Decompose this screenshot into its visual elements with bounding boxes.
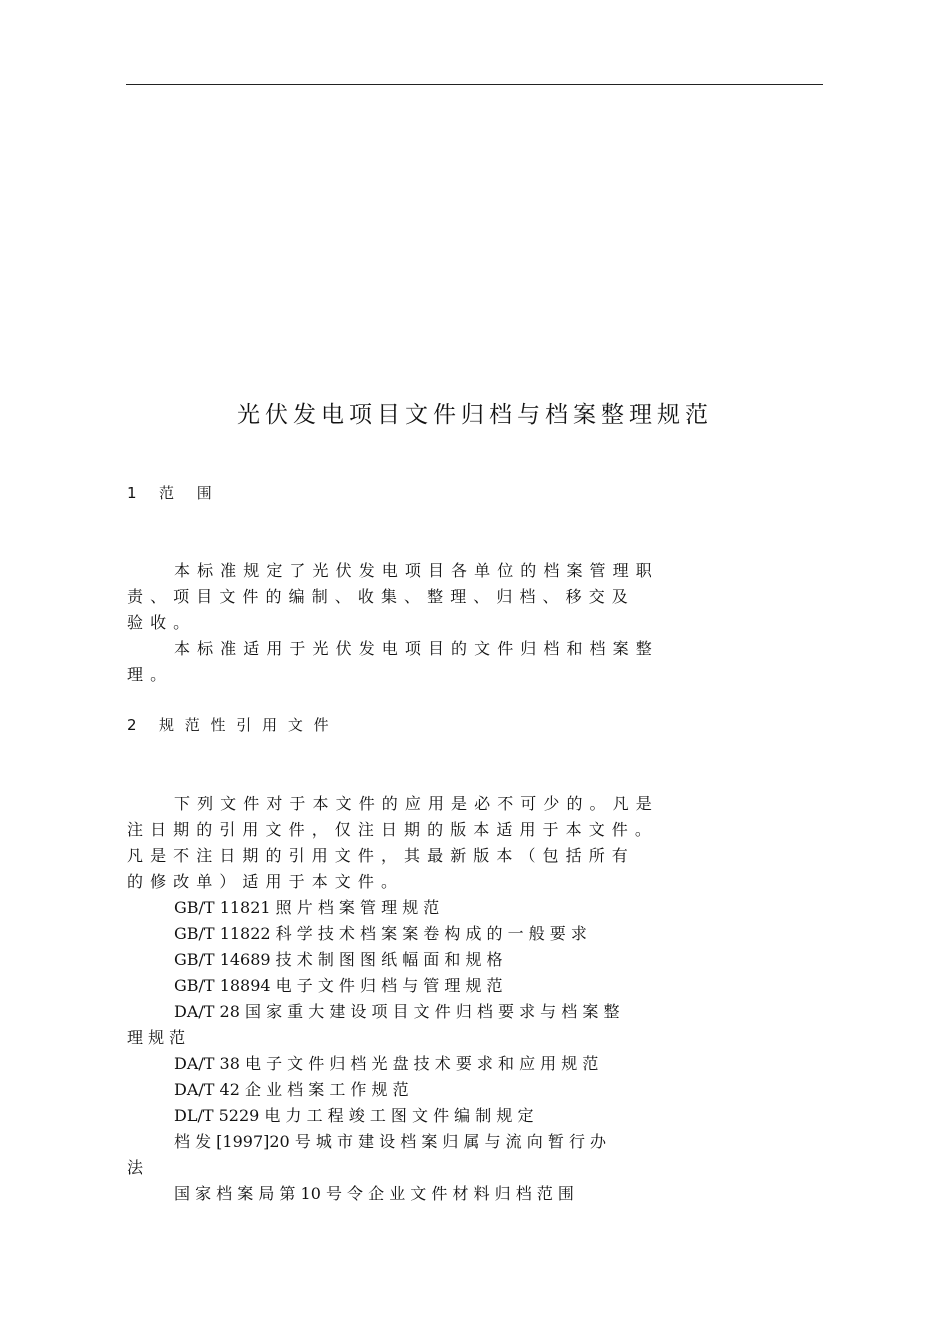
reference-item: DL/T 5229 电 力 工 程 竣 工 图 文 件 编 制 规 定: [174, 1106, 534, 1125]
reference-item-continued: 法: [127, 1158, 144, 1177]
document-title: 光伏发电项目文件归档与档案整理规范: [237, 402, 713, 428]
header-rule: [126, 84, 823, 85]
section-2-heading: [127, 714, 332, 735]
paragraph-line: 下 列 文 件 对 于 本 文 件 的 应 用 是 必 不 可 少 的 。 凡 是: [174, 794, 653, 813]
reference-item: GB/T 18894 电 子 文 件 归 档 与 管 理 规 范: [174, 976, 503, 995]
reference-item: GB/T 11822 科 学 技 术 档 案 案 卷 构 成 的 一 般 要 求: [174, 924, 587, 943]
section-title: 规 范 性 引 用 文 件: [159, 716, 332, 734]
paragraph-line: 本 标 准 适 用 于 光 伏 发 电 项 目 的 文 件 归 档 和 档 案 整: [174, 639, 653, 658]
section-1-heading: [127, 482, 221, 503]
paragraph-line: 的 修 改 单 ） 适 用 于 本 文 件 。: [127, 872, 398, 891]
paragraph-line: 验 收 。: [127, 613, 191, 632]
reference-item: DA/T 38 电 子 文 件 归 档 光 盘 技 术 要 求 和 应 用 规 范: [174, 1054, 599, 1073]
reference-item: GB/T 11821 照 片 档 案 管 理 规 范: [174, 898, 440, 917]
section-number: 1: [127, 484, 139, 502]
section-number: 2: [127, 716, 139, 734]
paragraph-line: 本 标 准 规 定 了 光 伏 发 电 项 目 各 单 位 的 档 案 管 理 职: [174, 561, 653, 580]
section-title: 范 围: [159, 484, 221, 502]
reference-item: 档 发 [1997]20 号 城 市 建 设 档 案 归 属 与 流 向 暂 行 办: [174, 1132, 607, 1151]
reference-item: DA/T 28 国 家 重 大 建 设 项 目 文 件 归 档 要 求 与 档 案 整: [174, 1002, 620, 1021]
reference-item: GB/T 14689 技 术 制 图 图 纸 幅 面 和 规 格: [174, 950, 503, 969]
reference-item: 国 家 档 案 局 第 10 号 令 企 业 文 件 材 料 归 档 范 围: [174, 1184, 574, 1203]
reference-item-continued: 理 规 范: [127, 1028, 186, 1047]
paragraph-line: 凡 是 不 注 日 期 的 引 用 文 件 ， 其 最 新 版 本 （ 包 括 所 有: [127, 846, 629, 865]
paragraph-line: 注 日 期 的 引 用 文 件 ， 仅 注 日 期 的 版 本 适 用 于 本 文 件 。: [127, 820, 652, 839]
reference-item: DA/T 42 企 业 档 案 工 作 规 范: [174, 1080, 409, 1099]
paragraph-line: 责 、 项 目 文 件 的 编 制 、 收 集 、 整 理 、 归 档 、 移 交 及: [127, 587, 629, 606]
paragraph-line: 理 。: [127, 665, 168, 684]
